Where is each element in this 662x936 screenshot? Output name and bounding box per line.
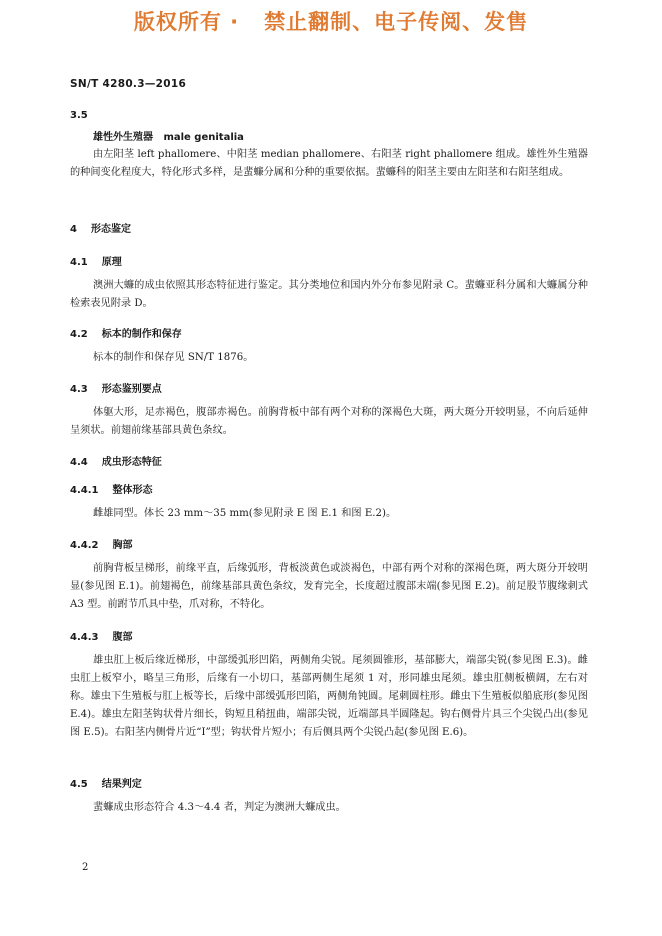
paragraph-4-1: 澳洲大蠊的成虫依照其形态特征进行鉴定。其分类地位和国内外分布参见附录 C。蜚蠊亚科分属和大蠊属分种检索表见附录 D。 (70, 280, 588, 309)
paragraph-4-3: 体躯大形，足赤褐色，腹部赤褐色。前胸背板中部有两个对称的深褐色大斑，两大斑分开较明显，不向后延伸呈须状。前翅前缘基部具黄色条纹。 (70, 407, 588, 436)
watermark-banner: 版权所有 · 禁止翻制、电子传阅、发售 (133, 10, 529, 34)
section-heading-4-4 (70, 453, 162, 468)
section-number: 4.1 (70, 257, 88, 268)
paragraph-4-4-2: 前胸背板呈梯形，前缘平直，后缘弧形，背板淡黄色或淡褐色，中部有两个对称的深褐色斑，两大斑分开较明显(参见图 E.1)。前翅褐色，前缘基部具黄色条纹，发育完全，长度超过腹部末端(参见图 E.2)。前足股节腹缘刺式 A3 型。前跗节爪具中垫，爪对称，不特化。 (70, 563, 588, 610)
term-title-male-genitalia: 雄性外生殖器 male genitalia (93, 132, 244, 143)
section-heading-4-4-2 (70, 536, 132, 551)
section-title: 胸部 (112, 540, 133, 551)
section-heading-4-4-3 (70, 628, 132, 643)
section-heading-4-2 (70, 325, 182, 340)
section-number: 4.4.3 (70, 632, 99, 643)
standard-number: SN/T 4280.3—2016 (70, 78, 187, 90)
paragraph-4-4-1: 雌雄同型。体长 23 mm～35 mm(参见附录 E 图 E.1 和图 E.2)。 (93, 508, 397, 519)
section-heading-4-3 (70, 380, 162, 395)
section-number: 4.4.1 (70, 485, 99, 496)
section-heading-4-4-1 (70, 481, 152, 496)
section-number: 4.4 (70, 457, 88, 468)
section-number-3-5: 3.5 (70, 110, 88, 121)
section-title: 成虫形态特征 (101, 457, 162, 468)
section-title: 整体形态 (112, 485, 153, 496)
section-number: 4.5 (70, 779, 88, 790)
section-number: 4.4.2 (70, 540, 99, 551)
section-title: 原理 (101, 257, 122, 268)
section-heading-4-5 (70, 775, 142, 790)
section-title: 形态鉴别要点 (101, 384, 162, 395)
page-number: 2 (82, 862, 89, 873)
paragraph-4-2: 标本的制作和保存见 SN/T 1876。 (93, 352, 254, 363)
section-title: 腹部 (112, 632, 133, 643)
paragraph-3-5: 由左阳茎 left phallomere、中阳茎 median phallomere、右阳茎 right phallomere 组成。雄性外生殖器的种间变化程度大，特化形式多样，是蜚蠊分属和分种的重要依据。蜚蠊科的阳茎主要由左阳茎和右阳茎组成。 (70, 149, 588, 178)
paragraph-4-5: 蜚蠊成虫形态符合 4.3～4.4 者，判定为澳洲大蠊成虫。 (93, 802, 346, 813)
paragraph-4-4-3: 雄虫肛上板后缘近梯形，中部缓弧形凹陷，两侧角尖锐。尾须圆锥形，基部膨大，端部尖锐(参见图 E.3)。雌虫肛上板窄小，略呈三角形，后缘有一小切口，基部两侧生尾须 1 对，形同雄虫尾须。雄虫肛侧板横阔，左右对称。雄虫下生殖板与肛上板等长，后缘中部缓弧形凹陷，两侧角钝圆。尾刺圆柱形。雌虫下生殖板似船底形(参见图 E.4)。雄虫左阳茎钩状骨片细长，钩短且稍扭曲，端部尖锐，近端部具半圆隆起。钩右侧骨片具三个尖锐凸出(参见图 E.5)。右阳茎内侧骨片近“I”型；钩状骨片短小；有后侧具两个尖锐凸起(参见图 E.6)。 (70, 655, 588, 738)
section-heading-4-1 (70, 253, 122, 268)
section-title: 结果判定 (101, 779, 142, 790)
section-heading-4 (70, 220, 131, 235)
section-title: 标本的制作和保存 (101, 329, 182, 340)
section-title: 形态鉴定 (90, 224, 131, 235)
section-number: 4.3 (70, 384, 88, 395)
section-number: 4 (70, 224, 77, 235)
section-number: 4.2 (70, 329, 88, 340)
